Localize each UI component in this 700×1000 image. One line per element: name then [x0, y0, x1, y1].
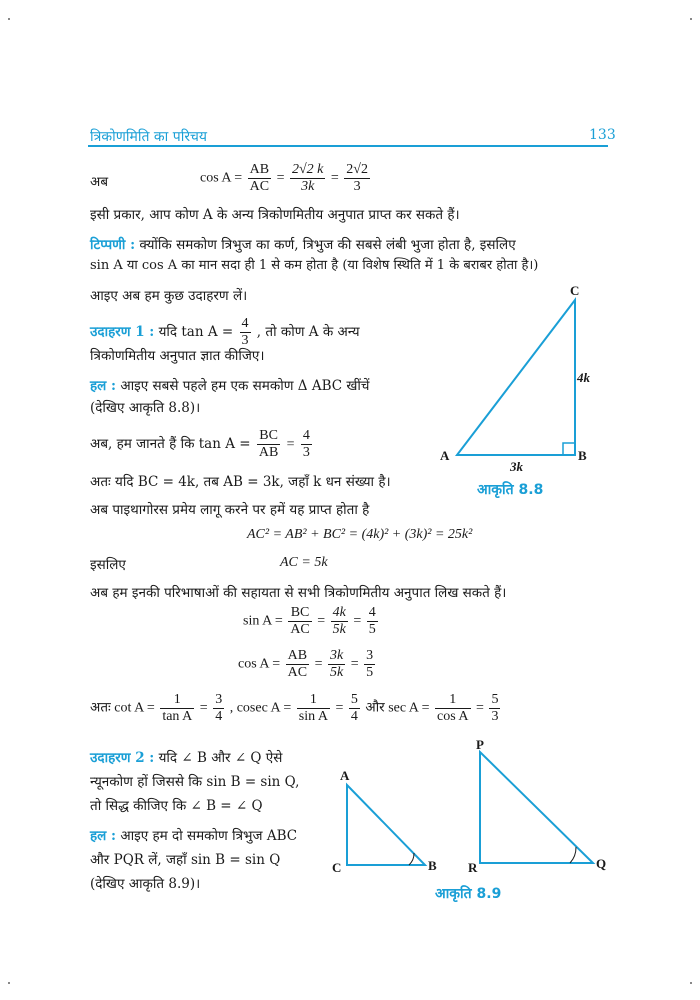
eq-sign: = [314, 656, 323, 672]
frac-num: 3k [329, 648, 344, 663]
eq-sign: = [353, 613, 362, 629]
frac-den: 3 [491, 709, 499, 724]
page-number: 133 [589, 127, 616, 143]
side-bc-label: 4k [577, 370, 590, 385]
frac-num: 4 [368, 605, 376, 620]
frac-den: 3 [241, 333, 249, 348]
angle-b-arc [409, 853, 414, 865]
frac-num: BC [288, 605, 311, 622]
example-2-line-3: तो सिद्ध कीजिए कि ∠ B = ∠ Q [90, 798, 263, 814]
example-1-text-a: यदि tan A = [158, 324, 234, 340]
vertex-c-label: C [332, 860, 342, 875]
vertex-a-label: A [340, 768, 350, 783]
crop-mark [690, 18, 692, 20]
solution-1-line-1 [90, 376, 370, 396]
frac-den: 4 [350, 709, 358, 724]
frac-den: 5 [368, 622, 376, 637]
cosec-lhs: , cosec A = [229, 700, 292, 716]
frac-den: 5 [366, 665, 374, 680]
frac-den: 3 [302, 445, 310, 460]
crop-mark [8, 982, 10, 984]
cos-lhs: cos A = [200, 170, 243, 186]
reciprocal-ratios-line [90, 692, 502, 725]
frac-num: 4 [302, 428, 310, 443]
solution-2-line-1 [90, 826, 297, 846]
right-angle-mark [563, 443, 575, 455]
eq-sign: = [276, 170, 285, 186]
header-rule [88, 145, 608, 147]
triangle-abc [457, 300, 575, 455]
frac-den: AC [287, 665, 308, 680]
solution-1-text-1: आइए सबसे पहले हम एक समकोण Δ ABC खींचें [120, 378, 370, 394]
angle-q-arc [570, 847, 576, 863]
frac-num: 4k [332, 605, 346, 620]
example-2-line-1 [90, 748, 282, 768]
solution-2-label: हल : [90, 828, 117, 844]
triangle-abc-2 [347, 785, 425, 865]
vertex-p-label: P [476, 737, 484, 752]
chapter-title: त्रिकोणमिति का परिचय [90, 129, 208, 145]
figure-8-8 [430, 280, 620, 505]
eq-sign: = [335, 700, 344, 716]
figure-8-9 [330, 735, 620, 885]
frac-num: AB [287, 648, 308, 663]
hence-label: अतः [90, 699, 111, 715]
frac-den: cos A [437, 709, 469, 724]
frac-num: 5 [491, 692, 499, 707]
frac-num: 4 [241, 316, 249, 331]
figure-8-8-caption: आकृति 8.8 [477, 482, 544, 498]
triangle-pqr [480, 752, 593, 863]
so-line: अतः यदि BC = 4k, तब AB = 3k, जहाँ k धन संख्या है। [90, 474, 391, 490]
frac-den: 5k [329, 665, 344, 680]
frac-den: AB [258, 445, 279, 460]
eq-sign: = [330, 170, 339, 186]
pythagoras-equation: AC² = AB² + BC² = (4k)² + (3k)² = 25k² [247, 527, 473, 542]
note-text-1: क्योंकि समकोण त्रिभुज का कर्ण, त्रिभुज की सबसे लंबी भुजा होता है, इसलिए [139, 237, 516, 253]
and-word: और [365, 699, 385, 715]
cot-lhs: cot A = [114, 700, 155, 716]
frac-num: 3 [215, 692, 223, 707]
frac-den: 4 [215, 709, 223, 724]
note-label: टिप्पणी : [90, 237, 136, 253]
vertex-a-label: A [440, 448, 450, 463]
vertex-q-label: Q [596, 856, 607, 871]
frac-den: sin A [298, 709, 328, 724]
example-2-label: उदाहरण 2 : [90, 750, 155, 766]
know-text: अब, हम जानते हैं कि tan A = [90, 436, 251, 452]
crop-mark [690, 982, 692, 984]
solution-2-line-2: और PQR लें, जहाँ sin B = sin Q [90, 852, 281, 868]
note-line-1 [90, 235, 516, 255]
example-1-label: उदाहरण 1 : [90, 324, 155, 340]
frac-num: AB [249, 162, 270, 177]
frac-den: AC [249, 179, 270, 194]
ac-equation: AC = 5k [280, 555, 328, 570]
example-1-text-b: , तो कोण A के अन्य [256, 324, 360, 340]
come-examples-text: आइए अब हम कुछ उदाहरण लें। [90, 288, 248, 304]
frac-den: AC [290, 622, 310, 637]
note-line-2: sin A या cos A का मान सदा ही 1 से कम होता है (या विशेष स्थिति में 1 के बराबर होता है।) [90, 258, 539, 273]
ab-label: अब [90, 174, 109, 190]
frac-num: 2√2 k [291, 162, 324, 177]
frac-den: 3k [301, 179, 315, 194]
frac-num: 1 [297, 692, 330, 709]
frac-num: 1 [160, 692, 194, 709]
eq-sign: = [199, 700, 208, 716]
solution-1-line-2: (देखिए आकृति 8.8)। [90, 400, 201, 416]
frac-num: 3 [366, 648, 374, 663]
frac-den: 5k [332, 622, 346, 637]
sin-equation [243, 605, 380, 638]
vertex-b-label: B [578, 448, 587, 463]
vertex-b-label: B [428, 858, 437, 873]
frac-den: 3 [353, 179, 361, 194]
side-ab-label: 3k [510, 459, 523, 474]
example-2-text-1: यदि ∠ B और ∠ Q ऐसे [158, 750, 283, 766]
eq-sign: = [317, 613, 326, 629]
cos-equation [200, 162, 372, 195]
cos-equation-2 [238, 648, 377, 681]
frac-num: 5 [350, 692, 358, 707]
solution-2-line-3: (देखिए आकृति 8.9)। [90, 876, 201, 892]
example-2-line-2: न्यूनकोण हों जिससे कि sin B = sin Q, [90, 774, 300, 790]
figure-8-9-caption: आकृति 8.9 [435, 886, 502, 902]
vertex-r-label: R [468, 860, 478, 875]
frac-num: 1 [435, 692, 471, 709]
similarly-text: इसी प्रकार, आप कोण A के अन्य त्रिकोणमितीय अनुपात प्राप्त कर सकते हैं। [90, 207, 460, 223]
example-1-line-2: त्रिकोणमितीय अनुपात ज्ञात कीजिए। [90, 348, 265, 364]
example-1-line-1 [90, 316, 360, 349]
sin-lhs: sin A = [243, 613, 283, 629]
crop-mark [8, 18, 10, 20]
solution-1-label: हल : [90, 378, 117, 394]
frac-den: tan A [162, 709, 193, 724]
pythagoras-line: अब पाइथागोरस प्रमेय लागू करने पर हमें यह प्राप्त होता है [90, 502, 370, 518]
therefore-label: इसलिए [90, 557, 126, 573]
cos2-lhs: cos A = [238, 656, 281, 672]
frac-num: BC [257, 428, 280, 445]
eq-sign: = [286, 437, 295, 452]
solution-2-text-1: आइए हम दो समकोण त्रिभुज ABC [120, 828, 298, 844]
eq-sign: = [350, 656, 359, 672]
vertex-c-label: C [570, 283, 580, 298]
definitions-line: अब हम इनकी परिभाषाओं की सहायता से सभी त्रिकोणमितीय अनुपात लिख सकते हैं। [90, 585, 507, 601]
frac-num: 2√2 [346, 162, 368, 177]
eq-sign: = [476, 700, 484, 716]
know-line [90, 428, 314, 461]
sec-lhs: sec A = [388, 700, 430, 716]
